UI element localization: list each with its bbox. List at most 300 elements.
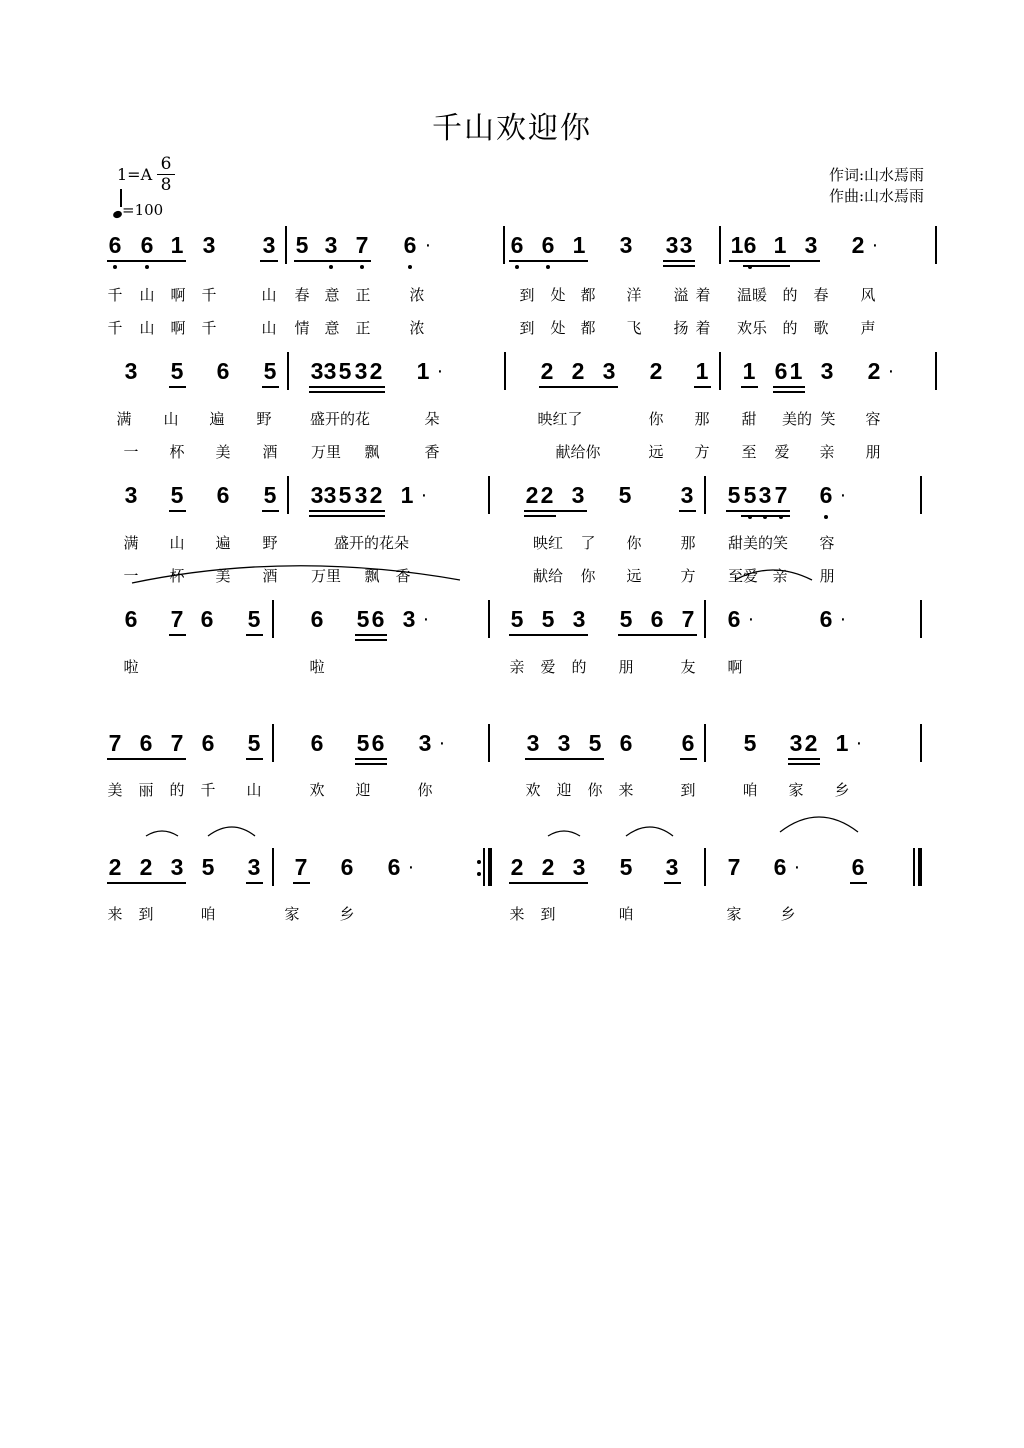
note: 2 — [139, 854, 153, 880]
lyric-syllable: 飞 — [626, 319, 642, 337]
lyric-syllable: 那 — [680, 534, 696, 552]
lyric-syllable: 山 — [139, 319, 155, 337]
lyric-syllable: 声 — [860, 319, 876, 337]
lyric-syllable: 飘 — [364, 567, 380, 585]
note: 6 — [139, 730, 153, 756]
rhythm-underline — [726, 510, 790, 512]
lyric-syllable: 千 — [200, 781, 216, 799]
note: 6 — [773, 854, 787, 880]
lyric-syllable: 来 — [509, 905, 525, 923]
note: 5 — [170, 482, 184, 508]
note: 5 — [263, 482, 277, 508]
lyric-syllable: 的 — [169, 781, 185, 799]
note: 6 — [200, 606, 214, 632]
lyric-syllable: 着 — [695, 286, 711, 304]
augmentation-dot: · — [436, 360, 444, 382]
rhythm-underline — [618, 634, 697, 636]
rhythm-underline — [509, 260, 588, 262]
note: 6 — [541, 232, 555, 258]
meter-top: 6 — [160, 154, 172, 174]
note: 6 — [681, 730, 695, 756]
lyric-syllable: 山 — [163, 410, 179, 428]
rhythm-underline — [169, 510, 186, 512]
rhythm-underline — [355, 634, 387, 636]
note: 2 — [649, 358, 663, 384]
lyric-syllable: 你 — [648, 410, 664, 428]
note: 3 — [323, 482, 337, 508]
note: 3 — [557, 730, 571, 756]
lyric-syllable: 正 — [355, 286, 371, 304]
barline — [287, 352, 289, 390]
lyric-syllable: 方 — [694, 443, 710, 461]
rhythm-underline — [694, 386, 711, 388]
rhythm-underline — [741, 386, 758, 388]
barline — [704, 476, 706, 514]
lyric-syllable: 朋 — [819, 567, 835, 585]
lyric-syllable: 歌 — [813, 319, 829, 337]
lyric-syllable: 万里 — [310, 443, 341, 461]
rhythm-underline — [679, 510, 696, 512]
rhythm-underline — [355, 639, 387, 641]
lyric-syllable: 美 — [107, 781, 123, 799]
note: 3 — [324, 232, 338, 258]
lyric-syllable: 迎 — [556, 781, 572, 799]
lyric-syllable: 丽 — [138, 781, 154, 799]
rhythm-underline — [788, 763, 820, 765]
rhythm-underline — [262, 386, 279, 388]
note: 3 — [602, 358, 616, 384]
barline — [935, 226, 937, 264]
lower-octave-dot — [515, 265, 519, 269]
lyric-syllable: 你 — [417, 781, 433, 799]
lyric-syllable: 的 — [782, 319, 798, 337]
note: 5 — [247, 730, 261, 756]
lyric-syllable: 杯 — [169, 567, 185, 585]
lyric-syllable: 亲 — [772, 567, 788, 585]
lyric-syllable: 一 — [123, 443, 139, 461]
note: 6 — [387, 854, 401, 880]
lyric-syllable: 盛开的花朵 — [334, 534, 410, 552]
song-title: 千山欢迎你 — [432, 111, 592, 146]
rhythm-underline — [772, 260, 820, 262]
tempo-marking — [113, 201, 163, 219]
lyric-syllable: 家 — [788, 781, 804, 799]
lyric-syllable: 了 — [580, 534, 596, 552]
lyric-syllable: 溢 — [673, 286, 689, 304]
note: 2 — [369, 358, 383, 384]
note: 5 — [618, 482, 632, 508]
lyric-syllable: 啊 — [170, 286, 186, 304]
note: 3 — [124, 482, 138, 508]
lyric-syllable: 意 — [324, 319, 340, 337]
lyric-syllable: 爱 — [774, 443, 790, 461]
lyric-syllable: 万里 — [310, 567, 341, 585]
lyric-syllable: 到 — [680, 781, 696, 799]
augmentation-dot: · — [747, 608, 755, 630]
note: 6 — [216, 358, 230, 384]
note: 2 — [108, 854, 122, 880]
lyric-syllable: 都 — [580, 286, 596, 304]
key-signature: 1=A — [117, 165, 153, 184]
note: 3 — [124, 358, 138, 384]
barline — [920, 476, 922, 514]
lyric-syllable: 映红了 — [537, 410, 583, 428]
note: 1 — [695, 358, 709, 384]
note: 6 — [310, 730, 324, 756]
augmentation-dot: · — [855, 732, 863, 754]
note: 3 — [619, 232, 633, 258]
rhythm-underline — [107, 260, 186, 262]
note: 6 — [774, 358, 788, 384]
lyric-syllable: 到 — [540, 905, 556, 923]
lyric-syllable: 的 — [571, 658, 587, 676]
lyric-syllable: 你 — [626, 534, 642, 552]
lyric-syllable: 千 — [201, 319, 217, 337]
note: 1 — [835, 730, 849, 756]
note: 5 — [588, 730, 602, 756]
lyric-syllable: 咱 — [618, 905, 634, 923]
lyric-syllable: 野 — [256, 410, 272, 428]
lyric-syllable: 欢乐 — [736, 319, 767, 337]
note: 1 — [730, 232, 744, 258]
rhythm-underline — [524, 515, 556, 517]
lower-octave-dot — [113, 265, 117, 269]
note: 5 — [247, 606, 261, 632]
lyric-syllable: 酒 — [262, 567, 278, 585]
note: 7 — [727, 854, 741, 880]
note: 6 — [510, 232, 524, 258]
note: 3 — [665, 232, 679, 258]
note: 1 — [773, 232, 787, 258]
lyric-syllable: 处 — [550, 286, 566, 304]
lyric-syllable: 的 — [782, 286, 798, 304]
augmentation-dot: · — [793, 856, 801, 878]
note: 5 — [201, 854, 215, 880]
augmentation-dot: · — [422, 608, 430, 630]
rhythm-underline — [509, 882, 588, 884]
note: 2 — [571, 358, 585, 384]
lyric-syllable: 山 — [261, 286, 277, 304]
note: 6 — [650, 606, 664, 632]
note: 3 — [571, 482, 585, 508]
note: 3 — [170, 854, 184, 880]
barline — [719, 226, 721, 264]
lyric-syllable: 山 — [246, 781, 262, 799]
rhythm-underline — [246, 882, 263, 884]
lyric-syllable: 千 — [201, 286, 217, 304]
note: 6 — [108, 232, 122, 258]
augmentation-dot: · — [839, 484, 847, 506]
note: 6 — [310, 606, 324, 632]
augmentation-dot: · — [839, 608, 847, 630]
lyric-syllable: 山 — [261, 319, 277, 337]
note: 3 — [679, 232, 693, 258]
lyric-syllable: 欢 — [525, 781, 541, 799]
lyric-syllable: 香 — [395, 567, 411, 585]
rhythm-underline — [107, 758, 186, 760]
note: 3 — [680, 482, 694, 508]
lyric-syllable: 亲 — [509, 658, 525, 676]
tempo-value: =100 — [122, 201, 164, 219]
barline — [503, 226, 505, 264]
lyric-syllable: 酒 — [262, 443, 278, 461]
note: 6 — [340, 854, 354, 880]
note: 5 — [356, 730, 370, 756]
lower-octave-dot — [145, 265, 149, 269]
lyric-syllable: 到 — [519, 319, 535, 337]
augmentation-dot: · — [407, 856, 415, 878]
note: 7 — [170, 606, 184, 632]
lyric-syllable: 千 — [107, 319, 123, 337]
note: 5 — [727, 482, 741, 508]
lyric-syllable: 乡 — [834, 781, 850, 799]
note: 2 — [541, 854, 555, 880]
lyric-syllable: 朵 — [424, 410, 440, 428]
note: 5 — [338, 482, 352, 508]
lyric-syllable: 情 — [294, 319, 310, 337]
repeat-dot — [477, 860, 481, 864]
lyric-syllable: 意 — [324, 286, 340, 304]
augmentation-dot: · — [424, 234, 432, 256]
lyric-syllable: 远 — [626, 567, 642, 585]
note: 6 — [743, 232, 757, 258]
note: 3 — [310, 358, 324, 384]
lyric-syllable: 野 — [262, 534, 278, 552]
note: 1 — [572, 232, 586, 258]
rhythm-underline — [509, 634, 588, 636]
note: 3 — [354, 358, 368, 384]
lyric-syllable: 亲 — [819, 443, 835, 461]
lyric-syllable: 美 — [215, 567, 231, 585]
lyric-syllable: 一 — [123, 567, 139, 585]
lyric-syllable: 千 — [107, 286, 123, 304]
lyric-syllable: 山 — [139, 286, 155, 304]
lower-octave-dot — [408, 265, 412, 269]
lyric-syllable: 甜美的笑 — [728, 534, 789, 552]
lyric-syllable: 友 — [680, 658, 696, 676]
note: 7 — [681, 606, 695, 632]
lyric-syllable: 远 — [648, 443, 664, 461]
note: 3 — [402, 606, 416, 632]
slur — [208, 827, 255, 836]
note: 6 — [371, 730, 385, 756]
note: 5 — [743, 730, 757, 756]
lyric-syllable: 啊 — [727, 658, 743, 676]
note: 5 — [263, 358, 277, 384]
note: 2 — [369, 482, 383, 508]
final-thick-line — [918, 848, 922, 886]
barline — [504, 352, 506, 390]
lower-octave-dot — [360, 265, 364, 269]
lyric-syllable: 献给你 — [555, 443, 601, 461]
note: 6 — [216, 482, 230, 508]
note: 3 — [526, 730, 540, 756]
note: 3 — [247, 854, 261, 880]
rhythm-underline — [246, 758, 263, 760]
lyric-syllable: 着 — [695, 319, 711, 337]
note: 3 — [572, 854, 586, 880]
final-thin-line — [913, 848, 915, 886]
lower-octave-dot — [546, 265, 550, 269]
barline — [272, 600, 274, 638]
note: 3 — [323, 358, 337, 384]
note: 6 — [403, 232, 417, 258]
lyric-syllable: 都 — [580, 319, 596, 337]
barline — [488, 724, 490, 762]
lyric-syllable: 家 — [284, 905, 300, 923]
rhythm-underline — [355, 763, 387, 765]
note: 5 — [295, 232, 309, 258]
rhythm-underline — [246, 634, 263, 636]
lyric-syllable: 飘 — [364, 443, 380, 461]
note: 7 — [170, 730, 184, 756]
lyric-syllable: 春 — [294, 286, 310, 304]
composer-credit: 作曲:山水焉雨 — [828, 187, 924, 205]
lyric-syllable: 甜 — [741, 410, 757, 428]
barline — [704, 724, 706, 762]
note: 3 — [572, 606, 586, 632]
note: 6 — [201, 730, 215, 756]
lyric-syllable: 正 — [355, 319, 371, 337]
lyric-syllable: 乡 — [780, 905, 796, 923]
rhythm-underline — [850, 882, 867, 884]
repeat-thin-line — [483, 848, 485, 886]
note: 7 — [774, 482, 788, 508]
barline — [920, 600, 922, 638]
lyric-syllable: 香 — [424, 443, 440, 461]
lyric-syllable: 美 — [215, 443, 231, 461]
rhythm-underline — [664, 882, 681, 884]
lyric-syllable: 遍 — [209, 410, 225, 428]
note: 6 — [851, 854, 865, 880]
note: 3 — [820, 358, 834, 384]
note: 5 — [743, 482, 757, 508]
credits — [829, 165, 924, 207]
lyric-syllable: 温暖 — [736, 286, 767, 304]
lyric-syllable: 你 — [580, 567, 596, 585]
note: 1 — [789, 358, 803, 384]
slur — [548, 831, 580, 836]
lyric-syllable: 乡 — [339, 905, 355, 923]
lyric-syllable: 来 — [618, 781, 634, 799]
lyric-syllable: 啦 — [123, 658, 139, 676]
rhythm-underline — [309, 515, 385, 517]
note: 5 — [338, 358, 352, 384]
lyric-syllable: 到 — [519, 286, 535, 304]
lyric-syllable: 美的 — [781, 410, 812, 428]
barline — [287, 476, 289, 514]
note: 3 — [804, 232, 818, 258]
lyric-syllable: 至爱 — [727, 567, 758, 585]
rhythm-underline — [680, 758, 697, 760]
lyric-syllable: 浓 — [409, 286, 425, 304]
note: 3 — [665, 854, 679, 880]
time-signature — [156, 154, 176, 195]
barline — [704, 848, 706, 886]
slur — [626, 827, 673, 836]
note: 2 — [510, 854, 524, 880]
lyric-syllable: 盛开的花 — [310, 410, 371, 428]
rhythm-underline — [539, 386, 618, 388]
note: 6 — [819, 482, 833, 508]
rhythm-underline — [355, 758, 387, 760]
lyric-syllable: 遍 — [215, 534, 231, 552]
lyric-syllable: 迎 — [355, 781, 371, 799]
lyric-syllable: 朋 — [865, 443, 881, 461]
barline — [488, 476, 490, 514]
note: 6 — [371, 606, 385, 632]
slur — [146, 831, 178, 836]
note: 6 — [727, 606, 741, 632]
note: 1 — [416, 358, 430, 384]
lyric-syllable: 容 — [819, 534, 835, 552]
augmentation-dot: · — [887, 360, 895, 382]
lyric-syllable: 到 — [138, 905, 154, 923]
note: 5 — [619, 854, 633, 880]
note: 6 — [619, 730, 633, 756]
note: 2 — [804, 730, 818, 756]
rhythm-underline — [309, 391, 385, 393]
rhythm-underline — [741, 515, 790, 517]
note: 2 — [851, 232, 865, 258]
rhythm-underline — [309, 510, 385, 512]
lyric-syllable: 家 — [726, 905, 742, 923]
repeat-thick-line — [488, 848, 492, 886]
lyric-syllable: 浓 — [409, 319, 425, 337]
lyric-syllable: 洋 — [626, 286, 642, 304]
note: 3 — [758, 482, 772, 508]
barline — [285, 226, 287, 264]
lyric-syllable: 笑 — [820, 410, 836, 428]
lyric-syllable: 杯 — [169, 443, 185, 461]
augmentation-dot: · — [420, 484, 428, 506]
lyric-syllable: 献给 — [532, 567, 563, 585]
note: 1 — [400, 482, 414, 508]
note: 5 — [356, 606, 370, 632]
lyric-syllable: 啦 — [309, 658, 325, 676]
rhythm-underline — [309, 386, 385, 388]
lyric-syllable: 至 — [741, 443, 757, 461]
lyric-syllable: 满 — [123, 534, 139, 552]
lyric-syllable: 春 — [813, 286, 829, 304]
lyric-syllable: 咱 — [200, 905, 216, 923]
rhythm-underline — [663, 260, 695, 262]
barline — [935, 352, 937, 390]
rhythm-underline — [169, 386, 186, 388]
barline — [704, 600, 706, 638]
lyric-syllable: 朋 — [618, 658, 634, 676]
rhythm-underline — [773, 391, 805, 393]
lyric-syllable: 处 — [550, 319, 566, 337]
rhythm-underline — [525, 758, 604, 760]
rhythm-underline — [169, 634, 186, 636]
note: 7 — [355, 232, 369, 258]
lyric-syllable: 山 — [169, 534, 185, 552]
note: 2 — [525, 482, 539, 508]
lyric-syllable: 那 — [694, 410, 710, 428]
note: 3 — [262, 232, 276, 258]
barline — [920, 724, 922, 762]
note: 1 — [742, 358, 756, 384]
meter-bottom: 8 — [160, 175, 172, 195]
lyric-syllable: 来 — [107, 905, 123, 923]
slur — [780, 817, 858, 832]
lower-octave-dot — [329, 265, 333, 269]
lyric-syllable: 风 — [860, 286, 876, 304]
lyric-syllable: 映红 — [532, 534, 563, 552]
note: 2 — [867, 358, 881, 384]
barline — [272, 724, 274, 762]
